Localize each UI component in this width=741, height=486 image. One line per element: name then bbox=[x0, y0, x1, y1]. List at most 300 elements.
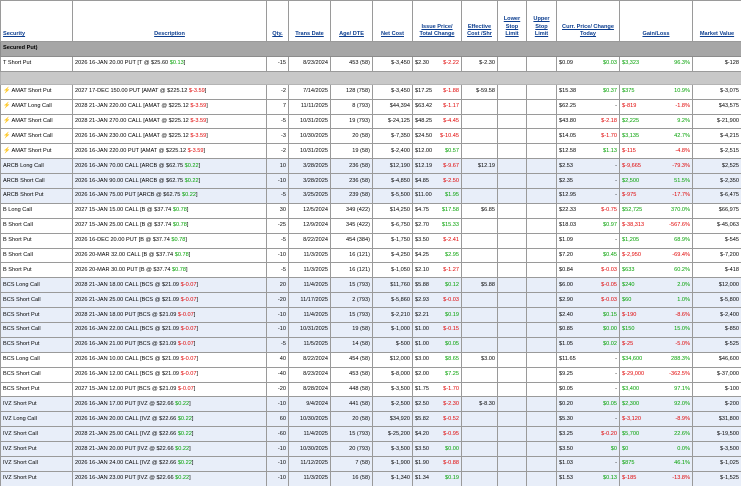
age-dte-cell: 345 (422) bbox=[331, 218, 373, 233]
underlying-change: $0.78 bbox=[172, 266, 186, 273]
lower-stop-cell[interactable] bbox=[498, 84, 527, 99]
table-row[interactable] bbox=[1, 84, 741, 99]
lower-stop-cell[interactable] bbox=[498, 218, 527, 233]
curr-price-cell bbox=[557, 203, 620, 218]
curr-price-cell bbox=[557, 337, 620, 352]
lower-stop-cell[interactable] bbox=[498, 233, 527, 248]
col-header-trans-date[interactable]: Trans Date bbox=[289, 1, 331, 42]
market-value-cell: $-525 bbox=[693, 337, 741, 352]
curr-price-cell bbox=[557, 352, 620, 367]
underlying-change: $0.22 bbox=[177, 415, 192, 422]
security-cell bbox=[1, 293, 73, 308]
option-description: 2026 16-DEC 20.00 PUT [B @ $37.74 bbox=[75, 237, 172, 244]
security-cell bbox=[1, 144, 73, 159]
current-price: $1.05 bbox=[559, 341, 573, 348]
col-header-gain-loss[interactable]: Gain/Loss bbox=[620, 1, 693, 42]
issue-price: $3.50 bbox=[415, 445, 429, 452]
option-description: 2027 15-JAN 25.00 CALL [B @ $37.74 bbox=[75, 222, 173, 229]
col-header-age-dte[interactable]: Age/ DTE bbox=[331, 1, 373, 42]
upper-stop-cell[interactable] bbox=[527, 189, 557, 204]
effective-cost-cell bbox=[462, 248, 498, 263]
table-row[interactable] bbox=[1, 248, 741, 263]
current-price: $12.95 bbox=[559, 192, 577, 199]
lower-stop-cell[interactable] bbox=[498, 367, 527, 382]
total-change: $-2.50 bbox=[443, 177, 459, 184]
lightning-icon: ⚡ bbox=[3, 88, 11, 95]
upper-stop-cell[interactable] bbox=[527, 352, 557, 367]
gain-loss-percent: 97.1% bbox=[674, 386, 690, 393]
table-row[interactable] bbox=[1, 412, 741, 427]
col-header-upper-stop[interactable]: Upper Stop Limit bbox=[527, 1, 557, 42]
security-name: B Short Put bbox=[3, 237, 32, 244]
option-description: 2026 16-JAN 230.00 CALL [AMAT @ $225.12 bbox=[75, 132, 191, 139]
table-row[interactable] bbox=[1, 397, 741, 412]
upper-stop-cell[interactable] bbox=[527, 278, 557, 293]
trans-date-cell: 11/3/2025 bbox=[289, 263, 331, 278]
table-row[interactable] bbox=[1, 308, 741, 323]
underlying-change: $-0.07 bbox=[180, 281, 197, 288]
gain-loss-amount: $-190 bbox=[622, 311, 637, 318]
curr-price-cell bbox=[557, 412, 620, 427]
bracket-close: ] bbox=[206, 132, 208, 139]
age-dte-cell: 448 (58) bbox=[331, 382, 373, 397]
net-cost-cell: $-2,210 bbox=[373, 308, 413, 323]
upper-stop-cell[interactable] bbox=[527, 129, 557, 144]
col-header-issue-price[interactable]: Issue Price/ Total Change bbox=[413, 1, 462, 42]
lower-stop-cell[interactable] bbox=[498, 427, 527, 442]
net-cost-cell: $-3,450 bbox=[373, 56, 413, 71]
security-name: IVZ Short Put bbox=[3, 475, 37, 482]
net-cost-cell: $-24,125 bbox=[373, 114, 413, 129]
issue-change-cell bbox=[413, 84, 462, 99]
trans-date-cell: 11/11/2025 bbox=[289, 99, 331, 114]
qty-cell: -10 bbox=[267, 457, 289, 472]
change-today: $0.02 bbox=[603, 341, 617, 348]
table-row[interactable] bbox=[1, 427, 741, 442]
bracket-close: ] bbox=[206, 118, 208, 124]
lower-stop-cell[interactable] bbox=[498, 308, 527, 323]
market-value-cell: $-6,475 bbox=[693, 189, 741, 204]
col-header-qty[interactable]: Qty. bbox=[267, 1, 289, 42]
effective-cost-cell bbox=[462, 218, 498, 233]
net-cost-cell: $-1,000 bbox=[373, 323, 413, 338]
option-description: 2026 16-JAN 220.00 PUT [AMAT @ $225.12 bbox=[75, 147, 188, 154]
issue-price: $2.21 bbox=[415, 311, 429, 318]
lower-stop-cell[interactable] bbox=[498, 293, 527, 308]
gain-loss-amount: $60 bbox=[622, 296, 632, 303]
upper-stop-cell[interactable] bbox=[527, 427, 557, 442]
lower-stop-cell[interactable] bbox=[498, 412, 527, 427]
gain-loss-percent: 288.3% bbox=[671, 356, 690, 363]
spacer-cell bbox=[1, 71, 741, 84]
market-value-cell: $-2,400 bbox=[693, 308, 741, 323]
gain-loss-percent: 68.9% bbox=[674, 237, 690, 244]
effective-cost-cell bbox=[462, 99, 498, 114]
table-row[interactable] bbox=[1, 218, 741, 233]
change-today: - bbox=[615, 192, 617, 199]
lower-stop-cell[interactable] bbox=[498, 382, 527, 397]
qty-cell: -10 bbox=[267, 248, 289, 263]
description-cell bbox=[73, 233, 267, 248]
upper-stop-cell[interactable] bbox=[527, 84, 557, 99]
market-value-cell: $-128 bbox=[693, 56, 741, 71]
table-row[interactable] bbox=[1, 174, 741, 189]
total-change: $8.65 bbox=[445, 356, 459, 363]
description-cell bbox=[73, 323, 267, 338]
issue-change-cell bbox=[413, 233, 462, 248]
effective-cost-cell bbox=[462, 293, 498, 308]
market-value-cell: $-418 bbox=[693, 263, 741, 278]
effective-cost-cell: $12.19 bbox=[462, 159, 498, 174]
effective-cost-cell: $-2.30 bbox=[462, 56, 498, 71]
underlying-change: $-0.07 bbox=[180, 296, 197, 303]
issue-price: $17.25 bbox=[415, 88, 433, 95]
security-name: BCS Short Call bbox=[3, 371, 41, 378]
lower-stop-cell[interactable] bbox=[498, 203, 527, 218]
col-header-net-cost[interactable]: Net Cost bbox=[373, 1, 413, 42]
lower-stop-cell[interactable] bbox=[498, 56, 527, 71]
table-row[interactable] bbox=[1, 129, 741, 144]
effective-cost-cell bbox=[462, 382, 498, 397]
lower-stop-cell[interactable] bbox=[498, 189, 527, 204]
upper-stop-cell[interactable] bbox=[527, 248, 557, 263]
gain-loss-cell bbox=[620, 397, 693, 412]
lower-stop-cell[interactable] bbox=[498, 471, 527, 486]
issue-price: $63.42 bbox=[415, 103, 433, 110]
market-value-cell: $46,600 bbox=[693, 352, 741, 367]
lower-stop-cell[interactable] bbox=[498, 323, 527, 338]
gain-loss-percent: -362.5% bbox=[669, 371, 690, 378]
security-cell bbox=[1, 442, 73, 457]
lower-stop-cell[interactable] bbox=[498, 99, 527, 114]
change-today: - bbox=[615, 237, 617, 244]
lower-stop-cell[interactable] bbox=[498, 397, 527, 412]
lower-stop-cell[interactable] bbox=[498, 442, 527, 457]
bracket-close: ] bbox=[191, 460, 194, 467]
upper-stop-cell[interactable] bbox=[527, 218, 557, 233]
table-row[interactable] bbox=[1, 352, 741, 367]
trans-date-cell: 9/4/2024 bbox=[289, 397, 331, 412]
upper-stop-cell[interactable] bbox=[527, 382, 557, 397]
security-cell bbox=[1, 412, 73, 427]
gain-loss-cell bbox=[620, 337, 693, 352]
security-cell bbox=[1, 159, 73, 174]
table-row[interactable] bbox=[1, 263, 741, 278]
gain-loss-cell bbox=[620, 457, 693, 472]
section-header-row bbox=[1, 42, 741, 57]
upper-stop-cell[interactable] bbox=[527, 114, 557, 129]
total-change: $-0.52 bbox=[443, 415, 459, 422]
trans-date-cell: 8/22/2024 bbox=[289, 233, 331, 248]
bracket-close: ] bbox=[193, 341, 196, 348]
issue-change-cell bbox=[413, 99, 462, 114]
net-cost-cell: $-4,250 bbox=[373, 248, 413, 263]
total-change: $-2.22 bbox=[443, 60, 459, 67]
description-cell bbox=[73, 412, 267, 427]
security-name: IVZ Short Call bbox=[3, 460, 38, 467]
gain-loss-amount: $-975 bbox=[622, 192, 637, 199]
upper-stop-cell[interactable] bbox=[527, 56, 557, 71]
net-cost-cell: $-5,860 bbox=[373, 293, 413, 308]
change-today: - bbox=[615, 103, 617, 110]
curr-price-cell bbox=[557, 471, 620, 486]
underlying-change: $0.22 bbox=[175, 400, 190, 407]
lower-stop-cell[interactable] bbox=[498, 248, 527, 263]
age-dte-cell: 14 (58) bbox=[331, 337, 373, 352]
total-change: $-0.95 bbox=[443, 430, 459, 437]
issue-change-cell bbox=[413, 129, 462, 144]
security-cell bbox=[1, 114, 73, 129]
description-cell bbox=[73, 84, 267, 99]
qty-cell: -15 bbox=[267, 56, 289, 71]
gain-loss-amount: $-3,120 bbox=[622, 415, 641, 422]
current-price: $0.09 bbox=[559, 60, 573, 67]
underlying-change: $0.22 bbox=[184, 162, 199, 169]
qty-cell: -2 bbox=[267, 144, 289, 159]
trans-date-cell: 10/31/2025 bbox=[289, 323, 331, 338]
security-name: BCS Long Call bbox=[3, 281, 40, 288]
upper-stop-cell[interactable] bbox=[527, 471, 557, 486]
current-price: $43.80 bbox=[559, 118, 577, 124]
underlying-change: $-3.59 bbox=[190, 103, 207, 110]
description-cell bbox=[73, 248, 267, 263]
col-header-effective-cost[interactable]: Effective Cost /Shr bbox=[462, 1, 498, 42]
upper-stop-cell[interactable] bbox=[527, 323, 557, 338]
table-row[interactable] bbox=[1, 144, 741, 159]
table-row[interactable] bbox=[1, 114, 741, 129]
effective-cost-cell bbox=[462, 337, 498, 352]
total-change: $17.58 bbox=[441, 207, 459, 214]
option-description: 2028 21-JAN 220.00 CALL [AMAT @ $225.12 bbox=[75, 103, 191, 110]
net-cost-cell: $14,250 bbox=[373, 203, 413, 218]
upper-stop-cell[interactable] bbox=[527, 233, 557, 248]
table-row[interactable] bbox=[1, 442, 741, 457]
gain-loss-amount: $-38,313 bbox=[622, 222, 645, 229]
upper-stop-cell[interactable] bbox=[527, 293, 557, 308]
security-name: B Short Call bbox=[3, 252, 33, 259]
market-value-cell: $12,000 bbox=[693, 278, 741, 293]
col-header-description[interactable]: Description bbox=[73, 1, 267, 42]
lower-stop-cell[interactable] bbox=[498, 337, 527, 352]
table-row[interactable] bbox=[1, 457, 741, 472]
issue-price: $2.10 bbox=[415, 266, 429, 273]
total-change: $-0.88 bbox=[443, 460, 459, 467]
underlying-change: $-3.59 bbox=[188, 88, 205, 95]
col-header-security[interactable]: Security bbox=[1, 1, 73, 42]
underlying-change: $-0.07 bbox=[180, 326, 197, 333]
underlying-change: $-0.07 bbox=[177, 386, 194, 393]
table-row[interactable] bbox=[1, 56, 741, 71]
effective-cost-cell bbox=[462, 427, 498, 442]
trans-date-cell: 3/28/2025 bbox=[289, 174, 331, 189]
description-cell bbox=[73, 427, 267, 442]
lightning-icon: ⚡ bbox=[3, 147, 11, 154]
security-name: IVZ Short Put bbox=[3, 445, 37, 452]
total-change: $0.12 bbox=[445, 281, 459, 288]
change-today: $0.03 bbox=[603, 60, 617, 67]
upper-stop-cell[interactable] bbox=[527, 174, 557, 189]
lower-stop-cell[interactable] bbox=[498, 114, 527, 129]
upper-stop-cell[interactable] bbox=[527, 99, 557, 114]
current-price: $9.25 bbox=[559, 371, 573, 378]
option-description: 2026 16-JAN 17.00 PUT [IVZ @ $22.66 bbox=[75, 400, 176, 407]
upper-stop-cell[interactable] bbox=[527, 144, 557, 159]
security-cell bbox=[1, 233, 73, 248]
curr-price-cell bbox=[557, 114, 620, 129]
option-description: 2026 20-MAR 32.00 CALL [B @ $37.74 bbox=[75, 252, 175, 259]
total-change: $15.33 bbox=[441, 222, 459, 229]
bracket-close: ] bbox=[196, 356, 199, 363]
change-today: $-1.70 bbox=[601, 132, 617, 139]
market-value-cell: $-3,500 bbox=[693, 442, 741, 457]
option-description: 2026 16-JAN 90.00 CALL [ARCB @ $62.75 bbox=[75, 177, 185, 184]
issue-change-cell bbox=[413, 203, 462, 218]
table-row[interactable] bbox=[1, 189, 741, 204]
lower-stop-cell[interactable] bbox=[498, 159, 527, 174]
table-row[interactable] bbox=[1, 471, 741, 486]
lower-stop-cell[interactable] bbox=[498, 129, 527, 144]
upper-stop-cell[interactable] bbox=[527, 337, 557, 352]
table-row[interactable] bbox=[1, 367, 741, 382]
upper-stop-cell[interactable] bbox=[527, 203, 557, 218]
qty-cell: -10 bbox=[267, 174, 289, 189]
gain-loss-amount: $2,500 bbox=[622, 177, 640, 184]
effective-cost-cell bbox=[462, 129, 498, 144]
trans-date-cell: 10/30/2025 bbox=[289, 412, 331, 427]
gain-loss-percent: 0.0% bbox=[677, 445, 690, 452]
gain-loss-cell bbox=[620, 412, 693, 427]
current-price: $0.85 bbox=[559, 326, 573, 333]
table-row[interactable] bbox=[1, 382, 741, 397]
col-header-lower-stop[interactable]: Lower Stop Limit bbox=[498, 1, 527, 42]
age-dte-cell: 441 (58) bbox=[331, 397, 373, 412]
security-name: B Short Put bbox=[3, 266, 32, 273]
market-value-cell: $-3,075 bbox=[693, 84, 741, 99]
current-price: $7.20 bbox=[559, 252, 573, 259]
lower-stop-cell[interactable] bbox=[498, 352, 527, 367]
table-row[interactable] bbox=[1, 99, 741, 114]
security-name: B Short Call bbox=[3, 222, 33, 229]
gain-loss-cell bbox=[620, 382, 693, 397]
trans-date-cell: 11/17/2025 bbox=[289, 293, 331, 308]
gain-loss-amount: $0 bbox=[622, 445, 629, 452]
total-change: $0.00 bbox=[445, 445, 459, 452]
current-price: $2.40 bbox=[559, 311, 573, 318]
lower-stop-cell[interactable] bbox=[498, 174, 527, 189]
age-dte-cell: 236 (58) bbox=[331, 159, 373, 174]
gain-loss-amount: $3,135 bbox=[622, 132, 640, 139]
description-cell bbox=[73, 278, 267, 293]
upper-stop-cell[interactable] bbox=[527, 367, 557, 382]
underlying-change: $-3.59 bbox=[187, 147, 204, 154]
col-header-curr-price[interactable]: Curr. Price/ Change Today bbox=[557, 1, 620, 42]
change-today: $-0.03 bbox=[601, 266, 617, 273]
lower-stop-cell[interactable] bbox=[498, 457, 527, 472]
description-cell bbox=[73, 308, 267, 323]
table-row[interactable] bbox=[1, 203, 741, 218]
table-row[interactable] bbox=[1, 323, 741, 338]
gain-loss-percent: 46.1% bbox=[674, 460, 690, 467]
underlying-change: $0.78 bbox=[174, 252, 189, 259]
upper-stop-cell[interactable] bbox=[527, 308, 557, 323]
gain-loss-amount: $875 bbox=[622, 460, 635, 467]
curr-price-cell bbox=[557, 248, 620, 263]
issue-change-cell bbox=[413, 397, 462, 412]
net-cost-cell: $-4,850 bbox=[373, 174, 413, 189]
issue-price: $48.25 bbox=[415, 118, 433, 124]
qty-cell: -10 bbox=[267, 471, 289, 486]
upper-stop-cell[interactable] bbox=[527, 442, 557, 457]
upper-stop-cell[interactable] bbox=[527, 397, 557, 412]
gain-loss-cell bbox=[620, 352, 693, 367]
current-price: $5.30 bbox=[559, 415, 573, 422]
effective-cost-cell bbox=[462, 233, 498, 248]
age-dte-cell: 454 (384) bbox=[331, 233, 373, 248]
upper-stop-cell[interactable] bbox=[527, 412, 557, 427]
option-description: 2028 21-JAN 18.00 CALL [BCS @ $21.09 bbox=[75, 281, 181, 288]
total-change: $-1.88 bbox=[443, 88, 459, 95]
lower-stop-cell[interactable] bbox=[498, 278, 527, 293]
table-row[interactable] bbox=[1, 278, 741, 293]
change-today: - bbox=[615, 162, 617, 169]
lower-stop-cell[interactable] bbox=[498, 263, 527, 278]
market-value-cell: $-45,063 bbox=[693, 218, 741, 233]
net-cost-cell: $-1,340 bbox=[373, 471, 413, 486]
gain-loss-percent: -567.6% bbox=[669, 222, 690, 229]
security-name: BCS Short Call bbox=[3, 326, 41, 333]
underlying-change: $0.78 bbox=[172, 222, 187, 229]
security-name: AMAT Short Put bbox=[11, 147, 52, 154]
header-row bbox=[1, 1, 741, 42]
qty-cell: -3 bbox=[267, 129, 289, 144]
issue-change-cell bbox=[413, 263, 462, 278]
lightning-icon: ⚡ bbox=[3, 103, 11, 110]
lower-stop-cell[interactable] bbox=[498, 144, 527, 159]
upper-stop-cell[interactable] bbox=[527, 159, 557, 174]
gain-loss-percent: 2.0% bbox=[677, 281, 690, 288]
security-cell bbox=[1, 203, 73, 218]
issue-price: $3.50 bbox=[415, 237, 429, 244]
age-dte-cell: 8 (793) bbox=[331, 99, 373, 114]
gain-loss-amount: $-819 bbox=[622, 103, 637, 110]
security-cell bbox=[1, 278, 73, 293]
curr-price-cell bbox=[557, 84, 620, 99]
table-row[interactable] bbox=[1, 233, 741, 248]
table-row[interactable] bbox=[1, 159, 741, 174]
trans-date-cell: 11/3/2025 bbox=[289, 471, 331, 486]
upper-stop-cell[interactable] bbox=[527, 263, 557, 278]
upper-stop-cell[interactable] bbox=[527, 457, 557, 472]
table-row[interactable] bbox=[1, 337, 741, 352]
age-dte-cell: 15 (793) bbox=[331, 427, 373, 442]
trans-date-cell: 10/31/2025 bbox=[289, 114, 331, 129]
table-row[interactable] bbox=[1, 293, 741, 308]
col-header-market-value[interactable]: Market Value bbox=[693, 1, 741, 42]
current-price: $1.53 bbox=[559, 475, 573, 482]
option-description: 2026 20-MAR 30.00 PUT [B @ $37.74 bbox=[75, 266, 172, 273]
underlying-change: $0.13 bbox=[169, 60, 184, 67]
security-name: IVZ Long Call bbox=[3, 415, 37, 422]
total-change: $-0.15 bbox=[443, 326, 459, 333]
option-description: 2026 16-JAN 12.00 CALL [BCS @ $21.09 bbox=[75, 371, 181, 378]
gain-loss-cell bbox=[620, 442, 693, 457]
curr-price-cell bbox=[557, 367, 620, 382]
market-value-cell: $-200 bbox=[693, 397, 741, 412]
bracket-close: ] bbox=[186, 207, 189, 214]
market-value-cell: $-37,000 bbox=[693, 367, 741, 382]
issue-price: $1.00 bbox=[415, 326, 429, 333]
current-price: $18.03 bbox=[559, 222, 577, 229]
